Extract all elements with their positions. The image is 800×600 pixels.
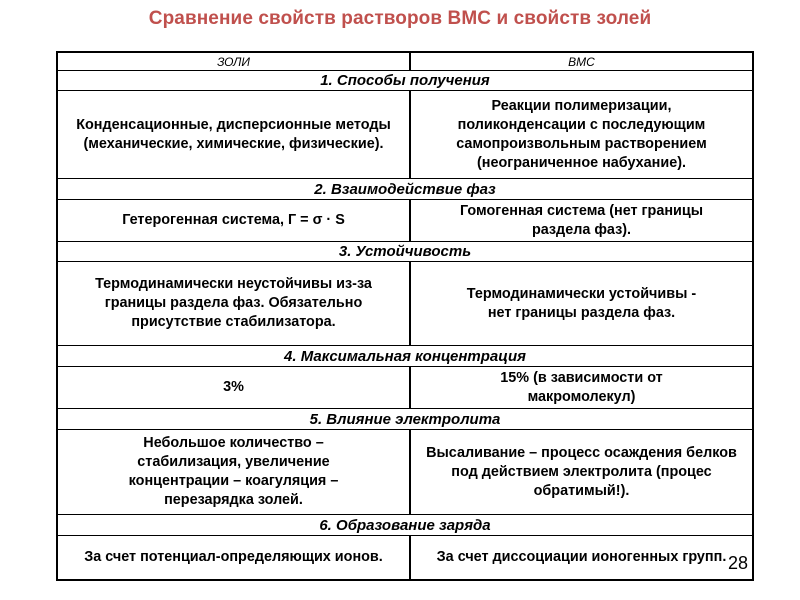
section-heading-row <box>58 408 752 429</box>
sols-cell: Конденсационные, дисперсионные методы (механические, химические, физические). <box>58 91 411 178</box>
table-row <box>58 366 752 408</box>
table-row <box>58 199 752 241</box>
slide-title: Сравнение свойств растворов ВМС и свойств золей <box>148 8 652 29</box>
sols-cell: За счет потенциал-определяющих ионов. <box>58 536 411 579</box>
section-heading: 1. Способы получения <box>320 72 490 89</box>
section-heading-row <box>58 345 752 366</box>
table-row <box>58 535 752 579</box>
table-row <box>58 429 752 514</box>
table-row <box>58 261 752 345</box>
hms-cell: Термодинамически устойчивы - нет границы раздела фаз. <box>466 285 697 321</box>
hms-cell: Гомогенная система (нет границы раздела фаз). <box>459 202 704 238</box>
section-heading: 4. Максимальная концентрация <box>284 347 526 365</box>
section-heading: 3. Устойчивость <box>338 243 472 260</box>
section-heading-row <box>58 241 752 261</box>
table-row <box>58 90 752 178</box>
section-heading-row <box>58 70 752 90</box>
sols-cell: Термодинамически неустойчивы из-за границы раздела фаз. Обязательно присутствие стабилизатора. <box>58 262 411 345</box>
hms-cell: Высаливание – процесс осаждения белков под действием электролита (процес обратимый!). <box>426 444 737 499</box>
section-heading: 6. Образование заряда <box>319 516 491 534</box>
hms-cell: Реакции полимеризации, поликонденсации с последующим самопроизвольным растворением (неограниченное набухание). <box>456 97 707 171</box>
header-hms: ВМС <box>568 54 595 69</box>
header-sols: ЗОЛИ <box>58 53 411 70</box>
table-header-row <box>58 53 752 70</box>
hms-cell: 15% (в зависимости от макромолекул) <box>500 369 663 405</box>
section-heading: 2. Взаимодействие фаз <box>314 180 496 198</box>
sols-cell: Гетерогенная система, Г = σ · S <box>58 200 411 241</box>
comparison-table <box>56 51 754 581</box>
section-heading-row <box>58 178 752 199</box>
section-heading: 5. Влияние электролита <box>309 410 501 428</box>
sols-cell: 3% <box>58 367 411 408</box>
page-number: 28 <box>728 553 749 573</box>
hms-cell: За счет диссоциации ионогенных групп. <box>436 549 727 565</box>
section-heading-row <box>58 514 752 535</box>
sols-cell: Небольшое количество – стабилизация, увеличение концентрации – коагуляция – перезарядка золей. <box>58 430 411 514</box>
